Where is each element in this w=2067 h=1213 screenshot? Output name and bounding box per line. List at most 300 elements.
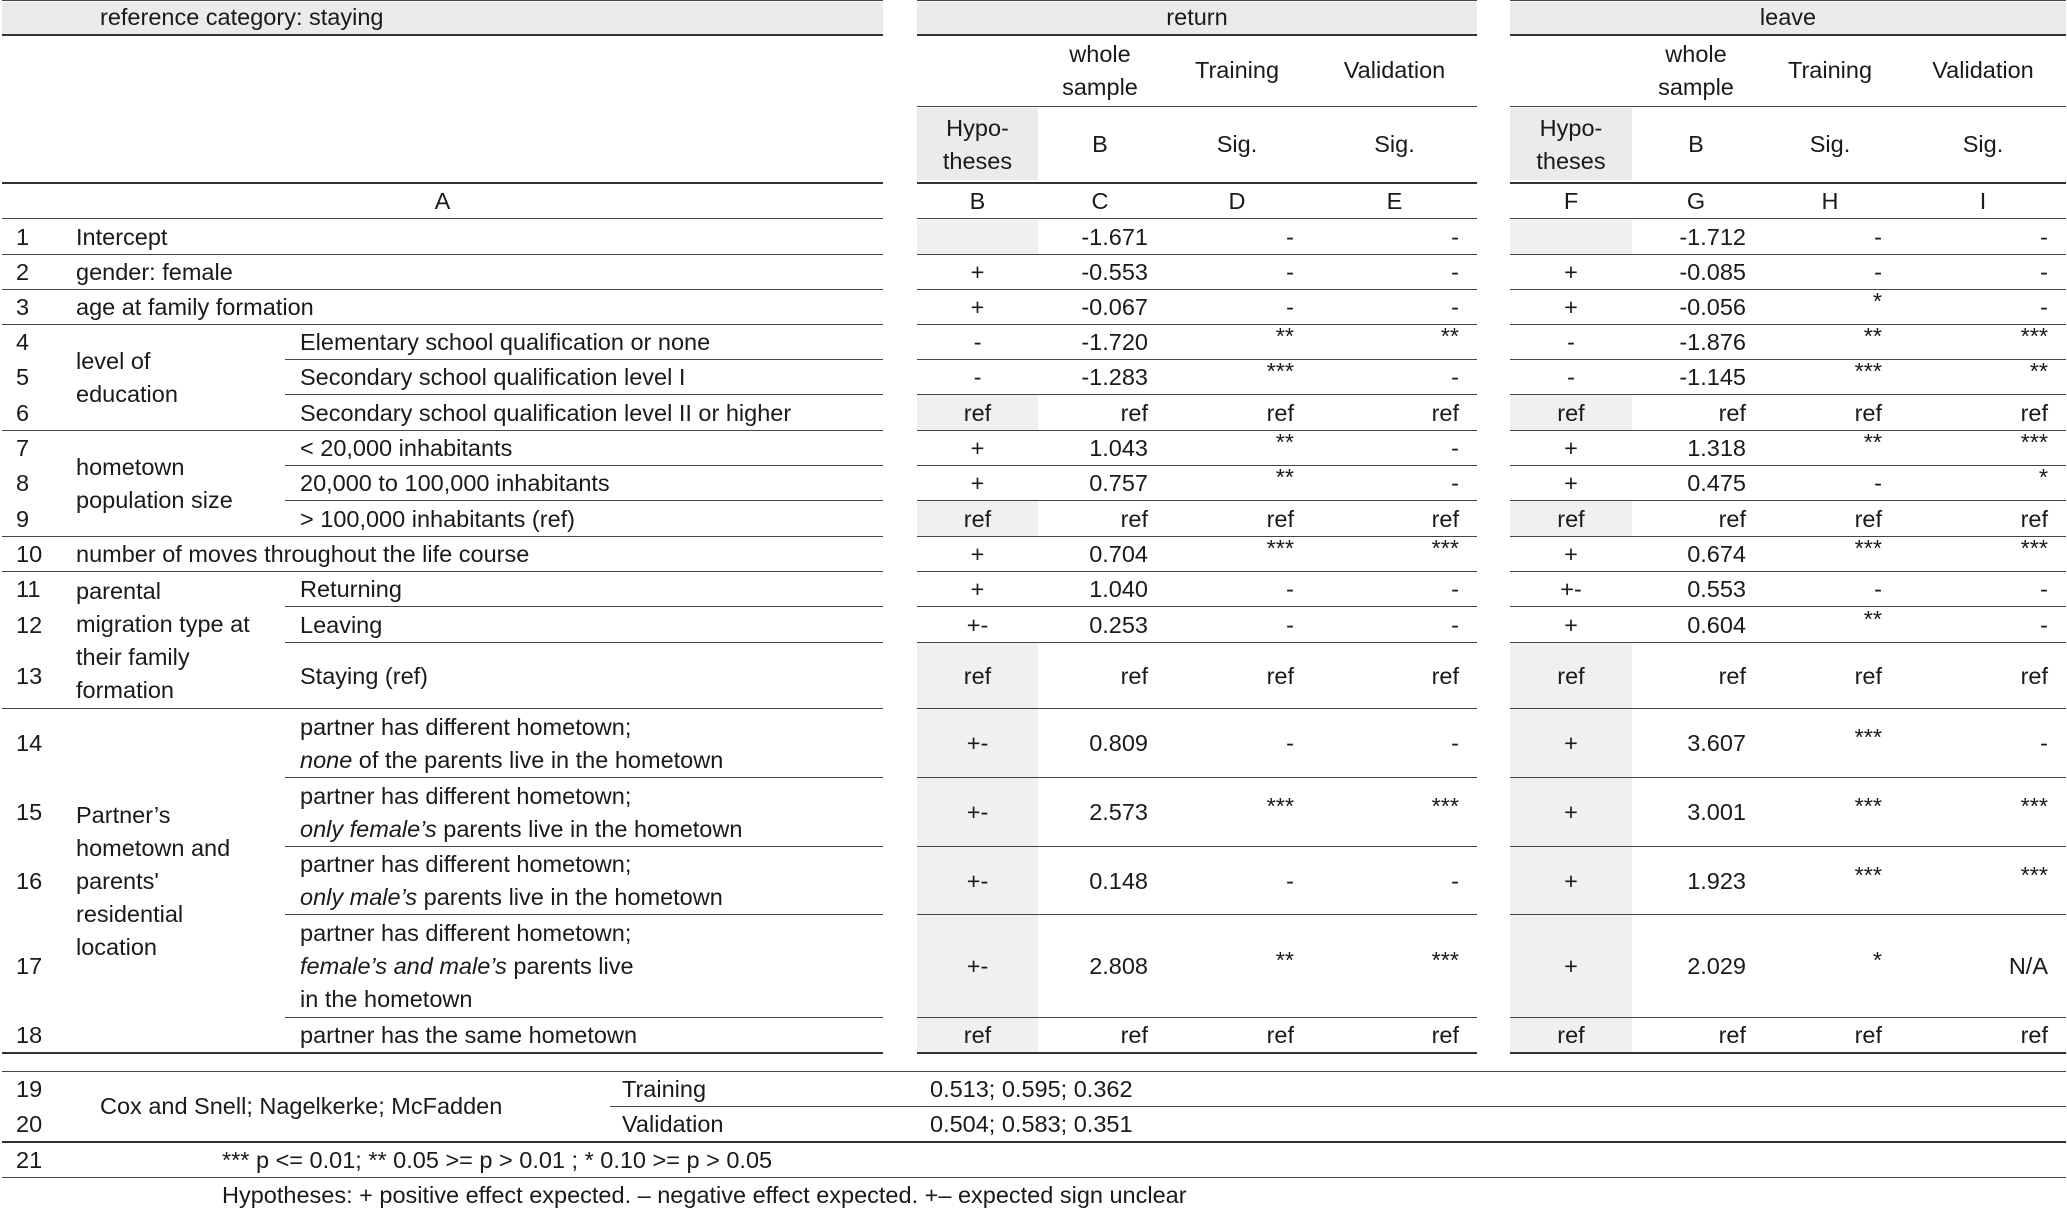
row-number: 7 bbox=[16, 435, 30, 461]
leave-b-value: -1.145 bbox=[1679, 364, 1746, 390]
group-label-parental: parental bbox=[76, 577, 161, 604]
leave-validation-sig: *** bbox=[2020, 535, 2048, 561]
return-b-value: 2.808 bbox=[1089, 953, 1148, 979]
leave-b-value: 3.001 bbox=[1687, 799, 1746, 825]
row-number: 12 bbox=[16, 611, 43, 638]
row-number: 21 bbox=[16, 1147, 43, 1173]
row-label-emphasis: female’s and male’s bbox=[300, 953, 507, 979]
leave-b-value: 1.318 bbox=[1687, 435, 1746, 461]
group-header-leave: leave bbox=[1759, 4, 1817, 30]
return-hypothesis: + bbox=[970, 541, 985, 567]
rule bbox=[2, 0, 883, 1]
return-hypothesis: - bbox=[973, 329, 982, 355]
shade-band bbox=[1510, 220, 1632, 255]
leave-hypotheses-label: Hypo- bbox=[1539, 115, 1603, 141]
rule bbox=[917, 218, 1477, 219]
row-number: 1 bbox=[16, 224, 30, 250]
rule bbox=[917, 1017, 1477, 1018]
rule bbox=[1510, 182, 2066, 184]
leave-validation-sig: ref bbox=[2020, 505, 2048, 532]
leave-hypothesis: + bbox=[1564, 799, 1578, 825]
return-training-sig-label: Sig. bbox=[1216, 131, 1258, 157]
rule bbox=[917, 394, 1477, 395]
rule bbox=[2, 1141, 2066, 1143]
return-validation-sig: ** bbox=[1440, 323, 1459, 349]
leave-training-sig: * bbox=[1872, 288, 1882, 314]
leave-validation-sig: *** bbox=[2020, 861, 2048, 888]
leave-b-value: ref bbox=[1718, 1022, 1746, 1048]
hypotheses-note: Hypotheses: + positive effect expected. – negative effect expected. +– expected sign unclear bbox=[222, 1182, 1187, 1208]
rule bbox=[917, 606, 1477, 607]
column-letter-A: A bbox=[434, 188, 451, 214]
fit-validation-label: Validation bbox=[622, 1111, 724, 1137]
rule bbox=[917, 642, 1477, 643]
row-label-emphasis: only male’s bbox=[300, 884, 418, 910]
rule bbox=[917, 182, 1477, 184]
column-letter-C: C bbox=[1091, 188, 1109, 214]
row-number: 6 bbox=[16, 399, 30, 426]
rule bbox=[1510, 394, 2066, 395]
return-b-value: -0.067 bbox=[1081, 294, 1148, 320]
rule bbox=[1510, 708, 2066, 709]
fit-validation-values: 0.504; 0.583; 0.351 bbox=[930, 1111, 1133, 1137]
return-hypothesis: + bbox=[970, 576, 985, 602]
column-letter-F: F bbox=[1563, 188, 1579, 214]
return-hypothesis: +- bbox=[966, 867, 989, 894]
return-b-label: B bbox=[1092, 131, 1108, 157]
leave-training-sig: *** bbox=[1854, 793, 1882, 819]
rule bbox=[1510, 34, 2066, 36]
return-validation-sig: *** bbox=[1431, 793, 1459, 819]
leave-b-value: ref bbox=[1718, 399, 1746, 426]
return-b-value: 0.757 bbox=[1089, 470, 1148, 496]
return-b-value: ref bbox=[1120, 662, 1148, 689]
return-b-value: 1.040 bbox=[1089, 576, 1148, 602]
shade-band bbox=[917, 643, 1038, 1053]
leave-training-sig: - bbox=[1874, 224, 1882, 250]
row-number: 20 bbox=[16, 1111, 43, 1137]
return-training-sig: ref bbox=[1266, 662, 1294, 689]
leave-validation-sig-label: Sig. bbox=[1962, 131, 2004, 157]
leave-training-sig: - bbox=[1874, 576, 1882, 602]
column-letter-D: D bbox=[1228, 188, 1246, 214]
leave-b-value: ref bbox=[1718, 505, 1746, 532]
leave-validation-sig: *** bbox=[2020, 793, 2048, 819]
leave-hypothesis: + bbox=[1564, 435, 1578, 461]
rule bbox=[285, 777, 883, 778]
return-hypothesis: ref bbox=[963, 662, 992, 689]
return-training-sig: ** bbox=[1275, 323, 1294, 349]
fit-training-values: 0.513; 0.595; 0.362 bbox=[930, 1076, 1133, 1102]
leave-hypothesis: + bbox=[1564, 953, 1578, 979]
shade-band bbox=[1510, 643, 1632, 1053]
row-label: Secondary school qualification level I bbox=[300, 364, 686, 390]
rule bbox=[285, 642, 883, 643]
row-number: 15 bbox=[16, 799, 43, 825]
rule bbox=[285, 394, 883, 395]
leave-training-sig: ** bbox=[1863, 429, 1882, 455]
return-hypothesis: +- bbox=[966, 730, 989, 756]
group-label-partner: hometown and bbox=[76, 834, 231, 861]
return-hypothesis: ref bbox=[963, 505, 992, 532]
leave-validation-sig: - bbox=[2040, 611, 2048, 638]
rule bbox=[285, 465, 883, 466]
rule bbox=[1510, 254, 2066, 255]
return-training-sig: - bbox=[1286, 867, 1294, 894]
leave-training-sig: - bbox=[1874, 259, 1882, 285]
return-training-sig: ** bbox=[1275, 464, 1294, 490]
return-validation-sig: - bbox=[1451, 867, 1459, 894]
leave-hypothesis: +- bbox=[1560, 576, 1582, 602]
row-label: partner has different hometown; bbox=[300, 713, 632, 740]
group-label-hometown: hometown bbox=[76, 454, 185, 480]
return-hypotheses-label: Hypo- bbox=[946, 115, 1009, 141]
leave-validation-sig: ref bbox=[2020, 662, 2048, 689]
row-number: 8 bbox=[16, 470, 30, 496]
rule bbox=[2, 289, 883, 290]
return-b-value: 2.573 bbox=[1089, 799, 1148, 825]
group-label-parental: their family bbox=[76, 643, 190, 670]
return-validation-sig: - bbox=[1451, 470, 1459, 496]
group-label-hometown: population size bbox=[76, 487, 233, 513]
leave-b-value: 1.923 bbox=[1687, 867, 1746, 894]
return-validation-sig: *** bbox=[1431, 947, 1459, 973]
return-hypothesis: +- bbox=[966, 799, 989, 825]
rule bbox=[285, 359, 883, 360]
leave-validation-sig: N/A bbox=[2008, 953, 2048, 979]
rule bbox=[2, 324, 883, 325]
return-b-value: -0.553 bbox=[1081, 259, 1148, 285]
leave-training-sig: ref bbox=[1854, 662, 1882, 689]
leave-b-value: ref bbox=[1718, 662, 1746, 689]
rule bbox=[2, 182, 883, 184]
return-training-sig: - bbox=[1286, 259, 1294, 285]
leave-hypothesis: ref bbox=[1557, 1022, 1585, 1048]
return-hypothesis: + bbox=[970, 470, 985, 496]
leave-validation-sig: - bbox=[2040, 294, 2048, 320]
leave-hypothesis: + bbox=[1564, 294, 1578, 320]
rule bbox=[917, 846, 1477, 847]
leave-b-value: -1.876 bbox=[1679, 329, 1746, 355]
leave-training-label: Training bbox=[1787, 57, 1873, 83]
row-label: < 20,000 inhabitants bbox=[300, 435, 513, 461]
rule bbox=[2, 254, 883, 255]
leave-hypothesis: + bbox=[1564, 470, 1578, 496]
rule bbox=[1510, 218, 2066, 219]
return-b-value: 0.148 bbox=[1089, 867, 1148, 894]
return-validation-sig: - bbox=[1451, 611, 1459, 638]
row-label: Intercept bbox=[76, 224, 168, 250]
row-label: Returning bbox=[300, 576, 402, 602]
leave-validation-sig: ref bbox=[2020, 399, 2048, 426]
row-number: 3 bbox=[16, 294, 30, 320]
return-b-value: 0.704 bbox=[1089, 541, 1148, 567]
rule bbox=[285, 914, 883, 915]
leave-training-sig: * bbox=[1872, 947, 1882, 973]
leave-hypothesis: + bbox=[1564, 611, 1578, 638]
return-hypothesis: + bbox=[970, 435, 985, 461]
return-validation-sig: - bbox=[1451, 259, 1459, 285]
return-b-value: ref bbox=[1120, 505, 1148, 532]
rule bbox=[2, 218, 883, 219]
return-hypothesis: +- bbox=[966, 611, 989, 638]
row-label: age at family formation bbox=[76, 294, 314, 320]
leave-hypotheses-label: theses bbox=[1536, 148, 1606, 174]
rule bbox=[1510, 1017, 2066, 1018]
row-label: Elementary school qualification or none bbox=[300, 329, 711, 355]
rule bbox=[1510, 106, 2066, 107]
rule bbox=[1510, 0, 2066, 1]
rule bbox=[917, 500, 1477, 501]
leave-hypothesis: ref bbox=[1557, 662, 1585, 689]
rule bbox=[1510, 1052, 2066, 1054]
column-letter-G: G bbox=[1686, 188, 1706, 214]
leave-b-value: -0.056 bbox=[1679, 294, 1746, 320]
return-b-value: 0.253 bbox=[1089, 611, 1148, 638]
leave-hypothesis: - bbox=[1567, 329, 1575, 355]
fit-training-label: Training bbox=[622, 1076, 707, 1102]
return-validation-sig: ref bbox=[1431, 505, 1459, 532]
leave-hypothesis: ref bbox=[1557, 399, 1585, 426]
row-label: partner has different hometown; bbox=[300, 782, 632, 809]
return-training-sig: - bbox=[1286, 576, 1294, 602]
leave-hypothesis: + bbox=[1564, 541, 1578, 567]
group-label-partner: location bbox=[76, 933, 157, 960]
return-b-value: 0.809 bbox=[1089, 730, 1148, 756]
rule bbox=[1510, 846, 2066, 847]
reference-category-label: reference category: staying bbox=[100, 4, 384, 30]
leave-whole-sample-label: whole bbox=[1665, 41, 1727, 67]
leave-whole-sample-label: sample bbox=[1658, 74, 1734, 100]
leave-hypothesis: + bbox=[1564, 259, 1578, 285]
return-training-sig: ** bbox=[1275, 947, 1294, 973]
leave-b-value: 2.029 bbox=[1687, 953, 1746, 979]
leave-validation-sig: * bbox=[2038, 464, 2048, 490]
group-label-parental: formation bbox=[76, 676, 174, 703]
row-label-emphasis: none bbox=[300, 746, 353, 773]
leave-training-sig: *** bbox=[1854, 535, 1882, 561]
group-label-education: education bbox=[76, 381, 178, 407]
row-number: 16 bbox=[16, 867, 43, 894]
leave-training-sig: *** bbox=[1854, 724, 1882, 750]
return-b-value: 1.043 bbox=[1089, 435, 1148, 461]
row-number: 10 bbox=[16, 541, 43, 567]
leave-validation-sig: - bbox=[2040, 259, 2048, 285]
rule bbox=[917, 254, 1477, 255]
leave-b-label: B bbox=[1688, 131, 1704, 157]
rule bbox=[285, 606, 883, 607]
leave-hypothesis: + bbox=[1564, 867, 1578, 894]
return-hypothesis: ref bbox=[963, 399, 992, 426]
row-label: partner has different hometown; bbox=[300, 851, 632, 877]
row-label: Leaving bbox=[300, 611, 383, 638]
return-training-sig: ref bbox=[1266, 399, 1294, 426]
return-training-sig: ref bbox=[1266, 1022, 1294, 1048]
rule bbox=[2, 1052, 883, 1054]
group-label-partner: parents' bbox=[76, 867, 159, 894]
rule bbox=[2, 536, 883, 537]
return-b-value: -1.283 bbox=[1081, 364, 1148, 390]
column-letter-H: H bbox=[1821, 188, 1839, 214]
return-hypothesis: ref bbox=[963, 1022, 992, 1048]
row-label: > 100,000 inhabitants (ref) bbox=[300, 505, 576, 532]
leave-b-value: 0.604 bbox=[1687, 611, 1746, 638]
rule bbox=[285, 500, 883, 501]
row-label: partner has the same hometown bbox=[300, 1022, 638, 1048]
return-validation-sig: - bbox=[1451, 364, 1459, 390]
rule bbox=[917, 34, 1477, 36]
row-label: partner has different hometown; bbox=[300, 920, 632, 946]
return-hypothesis: + bbox=[970, 294, 985, 320]
return-validation-sig-label: Sig. bbox=[1374, 131, 1415, 157]
row-number: 14 bbox=[16, 730, 43, 756]
rule bbox=[917, 0, 1477, 1]
leave-validation-sig: *** bbox=[2020, 429, 2048, 455]
leave-validation-sig: - bbox=[2040, 576, 2048, 602]
leave-hypothesis: + bbox=[1564, 730, 1578, 756]
rule bbox=[2, 1177, 2066, 1178]
row-number: 19 bbox=[16, 1076, 43, 1102]
return-validation-sig: *** bbox=[1431, 535, 1459, 561]
group-header-return: return bbox=[1166, 4, 1228, 30]
row-label: Staying (ref) bbox=[300, 662, 428, 689]
rule bbox=[285, 846, 883, 847]
row-label: in the hometown bbox=[300, 986, 473, 1012]
rule bbox=[1510, 914, 2066, 915]
return-validation-sig: ref bbox=[1431, 1022, 1459, 1048]
rule bbox=[285, 1017, 883, 1018]
return-training-label: Training bbox=[1194, 57, 1280, 83]
column-letter-B: B bbox=[969, 188, 986, 214]
row-number: 4 bbox=[16, 329, 30, 355]
row-number: 2 bbox=[16, 259, 30, 285]
row-label: gender: female bbox=[76, 259, 233, 285]
return-validation-sig: - bbox=[1451, 294, 1459, 320]
rule bbox=[917, 571, 1477, 572]
rule bbox=[1510, 571, 2066, 572]
group-label-partner: Partner’s bbox=[76, 801, 171, 828]
return-whole-sample-label: sample bbox=[1062, 74, 1138, 100]
row-label: only male’s parents live in the hometown bbox=[300, 884, 723, 910]
leave-validation-sig: ref bbox=[2020, 1022, 2048, 1048]
rule bbox=[610, 1106, 2066, 1107]
leave-validation-label: Validation bbox=[1932, 57, 2034, 83]
leave-b-value: 0.553 bbox=[1687, 576, 1746, 602]
return-validation-label: Validation bbox=[1343, 57, 1446, 83]
leave-b-value: 3.607 bbox=[1687, 730, 1746, 756]
return-hypothesis: +- bbox=[966, 953, 989, 979]
return-validation-sig: - bbox=[1451, 435, 1459, 461]
leave-hypothesis: ref bbox=[1557, 505, 1585, 532]
group-label-education: level of bbox=[76, 348, 151, 374]
return-validation-sig: - bbox=[1451, 730, 1459, 756]
row-label: number of moves throughout the life course bbox=[76, 541, 530, 567]
leave-validation-sig: *** bbox=[2020, 323, 2048, 349]
return-training-sig: - bbox=[1286, 730, 1294, 756]
leave-training-sig: ref bbox=[1854, 1022, 1882, 1048]
leave-b-value: 0.674 bbox=[1687, 541, 1746, 567]
fit-statistics-label: Cox and Snell; Nagelkerke; McFadden bbox=[100, 1093, 503, 1119]
return-training-sig: ref bbox=[1266, 505, 1294, 532]
leave-training-sig: *** bbox=[1854, 861, 1882, 888]
row-number: 9 bbox=[16, 505, 30, 532]
row-number: 18 bbox=[16, 1022, 43, 1048]
rule bbox=[917, 106, 1477, 107]
group-label-parental: migration type at bbox=[76, 610, 250, 637]
rule bbox=[917, 914, 1477, 915]
return-training-sig: - bbox=[1286, 611, 1294, 638]
rule bbox=[917, 289, 1477, 290]
return-hypothesis: + bbox=[970, 259, 985, 285]
return-training-sig: - bbox=[1286, 224, 1294, 250]
return-hypothesis: - bbox=[973, 364, 982, 390]
rule bbox=[2, 430, 883, 431]
return-b-value: -1.671 bbox=[1081, 224, 1148, 250]
rule bbox=[917, 708, 1477, 709]
leave-b-value: 0.475 bbox=[1687, 470, 1746, 496]
leave-b-value: -1.712 bbox=[1679, 224, 1746, 250]
rule bbox=[2, 571, 883, 572]
rule bbox=[2, 1071, 2066, 1072]
leave-training-sig: ** bbox=[1863, 605, 1882, 632]
return-whole-sample-label: whole bbox=[1069, 41, 1131, 67]
leave-training-sig: ref bbox=[1854, 505, 1882, 532]
column-letter-E: E bbox=[1386, 188, 1403, 214]
leave-validation-sig: - bbox=[2040, 224, 2048, 250]
return-validation-sig: ref bbox=[1431, 662, 1459, 689]
row-number: 13 bbox=[16, 662, 43, 689]
leave-validation-sig: - bbox=[2040, 730, 2048, 756]
shade-band bbox=[917, 220, 1038, 255]
leave-training-sig: ** bbox=[1863, 323, 1882, 349]
significance-note: *** p <= 0.01; ** 0.05 >= p > 0.01 ; * 0.10 >= p > 0.05 bbox=[222, 1147, 773, 1173]
leave-training-sig: *** bbox=[1854, 358, 1882, 384]
return-b-value: ref bbox=[1120, 1022, 1148, 1048]
row-label: 20,000 to 100,000 inhabitants bbox=[300, 470, 610, 496]
leave-validation-sig: ** bbox=[2029, 358, 2048, 384]
row-number: 11 bbox=[16, 576, 41, 602]
row-label: Secondary school qualification level II or higher bbox=[300, 399, 792, 426]
leave-training-sig: - bbox=[1874, 470, 1882, 496]
leave-b-value: -0.085 bbox=[1679, 259, 1746, 285]
row-label: female’s and male’s parents live bbox=[300, 953, 634, 979]
return-validation-sig: - bbox=[1451, 576, 1459, 602]
rule bbox=[917, 777, 1477, 778]
return-b-value: -1.720 bbox=[1081, 329, 1148, 355]
group-label-partner: residential bbox=[76, 900, 184, 927]
leave-training-sig-label: Sig. bbox=[1809, 131, 1851, 157]
return-training-sig: *** bbox=[1266, 358, 1294, 384]
rule bbox=[1510, 500, 2066, 501]
return-training-sig: ** bbox=[1275, 429, 1294, 455]
row-number: 5 bbox=[16, 364, 30, 390]
row-label: none of the parents live in the hometown bbox=[300, 746, 724, 773]
rule bbox=[2, 708, 883, 709]
row-label-emphasis: only female’s bbox=[300, 815, 437, 842]
row-label: only female’s parents live in the hometown bbox=[300, 815, 743, 842]
leave-training-sig: ref bbox=[1854, 399, 1882, 426]
return-training-sig: *** bbox=[1266, 535, 1294, 561]
return-validation-sig: - bbox=[1451, 224, 1459, 250]
rule bbox=[917, 1052, 1477, 1054]
row-number: 17 bbox=[16, 953, 43, 979]
rule bbox=[2, 34, 883, 36]
column-letter-I: I bbox=[1979, 188, 1987, 214]
leave-hypothesis: - bbox=[1567, 364, 1575, 390]
return-training-sig: - bbox=[1286, 294, 1294, 320]
return-training-sig: *** bbox=[1266, 793, 1294, 819]
rule bbox=[1510, 642, 2066, 643]
